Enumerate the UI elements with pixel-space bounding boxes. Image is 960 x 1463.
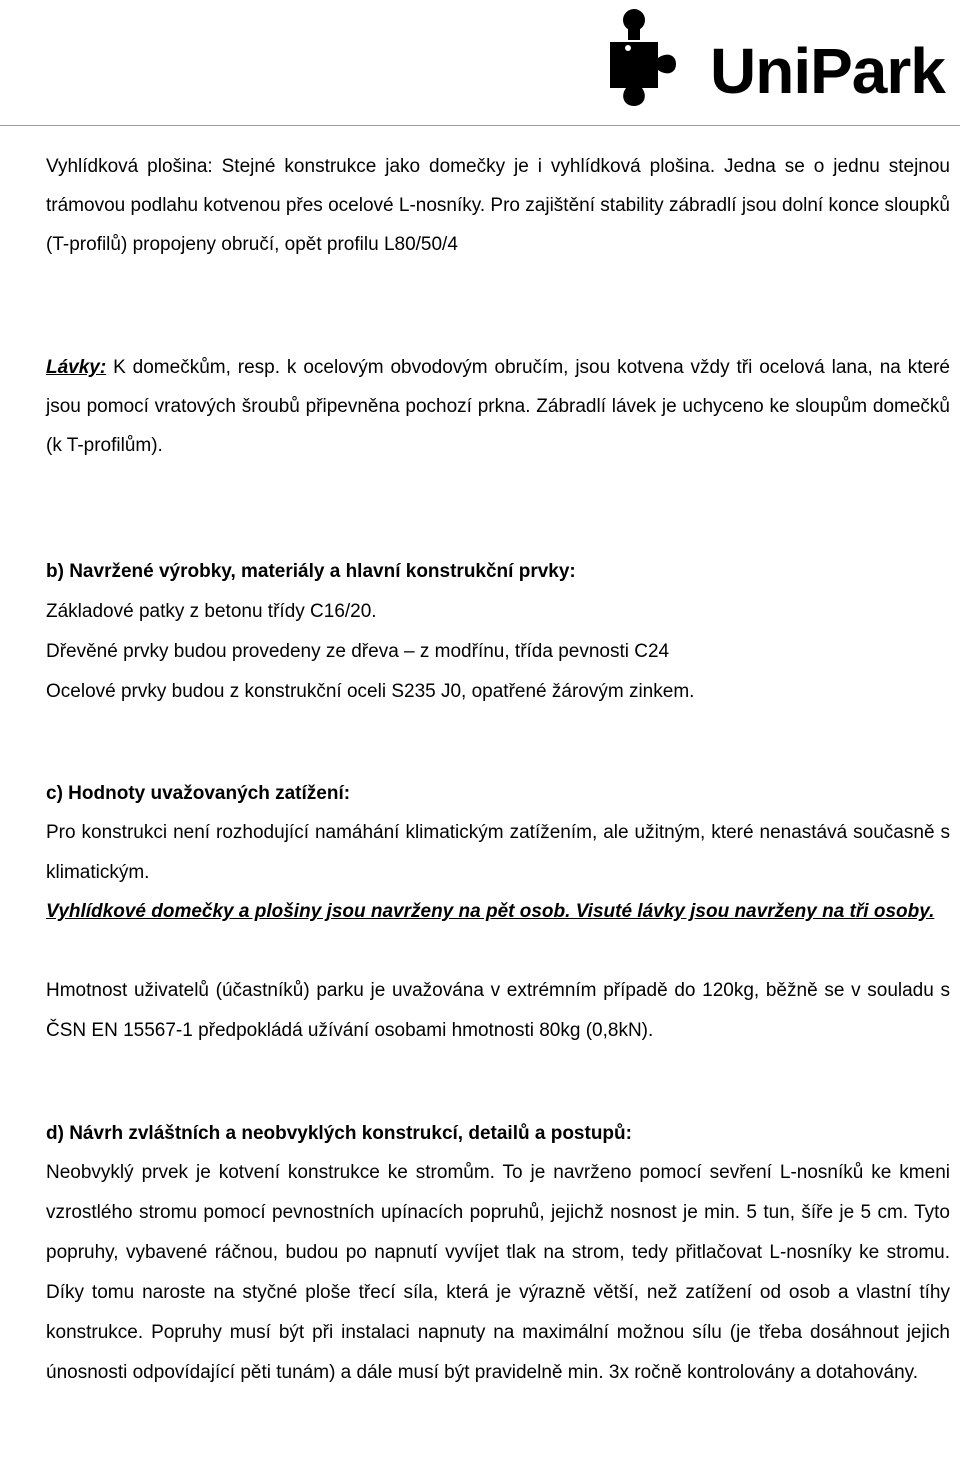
section-b-line: Základové patky z betonu třídy C16/20.	[46, 601, 377, 622]
brand-wordmark: UniPark	[710, 35, 945, 107]
uniplark-logo	[606, 6, 946, 110]
section-d-paragraph: Neobvyklý prvek je kotvení konstrukce ke stromům. To je navrženo pomocí sevření L-nosníků ke kmeni vzrostlého stromu pomocí pevnostních upínacích popruhů, jejichž nosnost je min. 5 tun, šíře je 5 cm. Tyto popruhy, vybavené ráčnou, budou po napnutí vyvíjet tlak na strom, tedy přitlačovat L-nosníky ke stromu. Díky tomu naroste na styčné ploše třecí síla, která je výrazně větší, než zatížení od osob a vlastní tíhy konstrukce. Popruhy musí být při instalaci napnuty na maximální možnou sílu (je třeba dosáhnout jejich únosnosti odpovídající pěti tunám) a dále musí být pravidelně min. 3x ročně kontrolovány a dotahovány.	[46, 1162, 950, 1383]
section-c-emphasis: Vyhlídkové domečky a plošiny jsou navrženy na pět osob. Visuté lávky jsou navrženy na tři osoby.	[46, 901, 935, 922]
section-c-paragraph-1: Pro konstrukci není rozhodující namáhání klimatickým zatížením, ale užitným, které nenastává současně s klimatickým.	[46, 822, 950, 883]
section-b-body	[46, 592, 950, 712]
section-c-heading: c) Hodnoty uvažovaných zatížení:	[46, 783, 351, 804]
page-header	[0, 0, 960, 128]
bridges-label: Lávky:	[46, 357, 107, 378]
platform-paragraph: Vyhlídková plošina: Stejné konstrukce jako domečky je i vyhlídková plošina. Jedna se o jednu stejnou trámovou podlahu kotvenou přes ocelové L-nosníky. Pro zajištění stability zábradlí jsou dolní konce sloupků (T-profilů) propojeny obručí, opět profilu L80/50/4	[46, 156, 950, 255]
section-b-line: Dřevěné prvky budou provedeny ze dřeva – z modřínu, třída pevnosti C24	[46, 641, 670, 662]
header-divider	[0, 125, 960, 126]
section-b-line: Ocelové prvky budou z konstrukční oceli S235 J0, opatřené žárovým zinkem.	[46, 681, 695, 702]
section-b-heading: b) Navržené výrobky, materiály a hlavní konstrukční prvky:	[46, 561, 576, 582]
section-c-paragraph-3: Hmotnost uživatelů (účastníků) parku je uvažována v extrémním případě do 120kg, běžně se v souladu s ČSN EN 15567-1 předpokládá užívání osobami hmotnosti 80kg (0,8kN).	[46, 980, 950, 1041]
bridges-text: K domečkům, resp. k ocelovým obvodovým obručím, jsou kotvena vždy tři ocelová lana, na které jsou pomocí vratových šroubů připevněna pochozí prkna. Zábradlí lávek je uchyceno ke sloupům domečků (k T-profilům).	[46, 357, 950, 456]
bridges-paragraph	[46, 348, 950, 465]
section-d-heading: d) Návrh zvláštních a neobvyklých konstrukcí, detailů a postupů:	[46, 1123, 632, 1144]
